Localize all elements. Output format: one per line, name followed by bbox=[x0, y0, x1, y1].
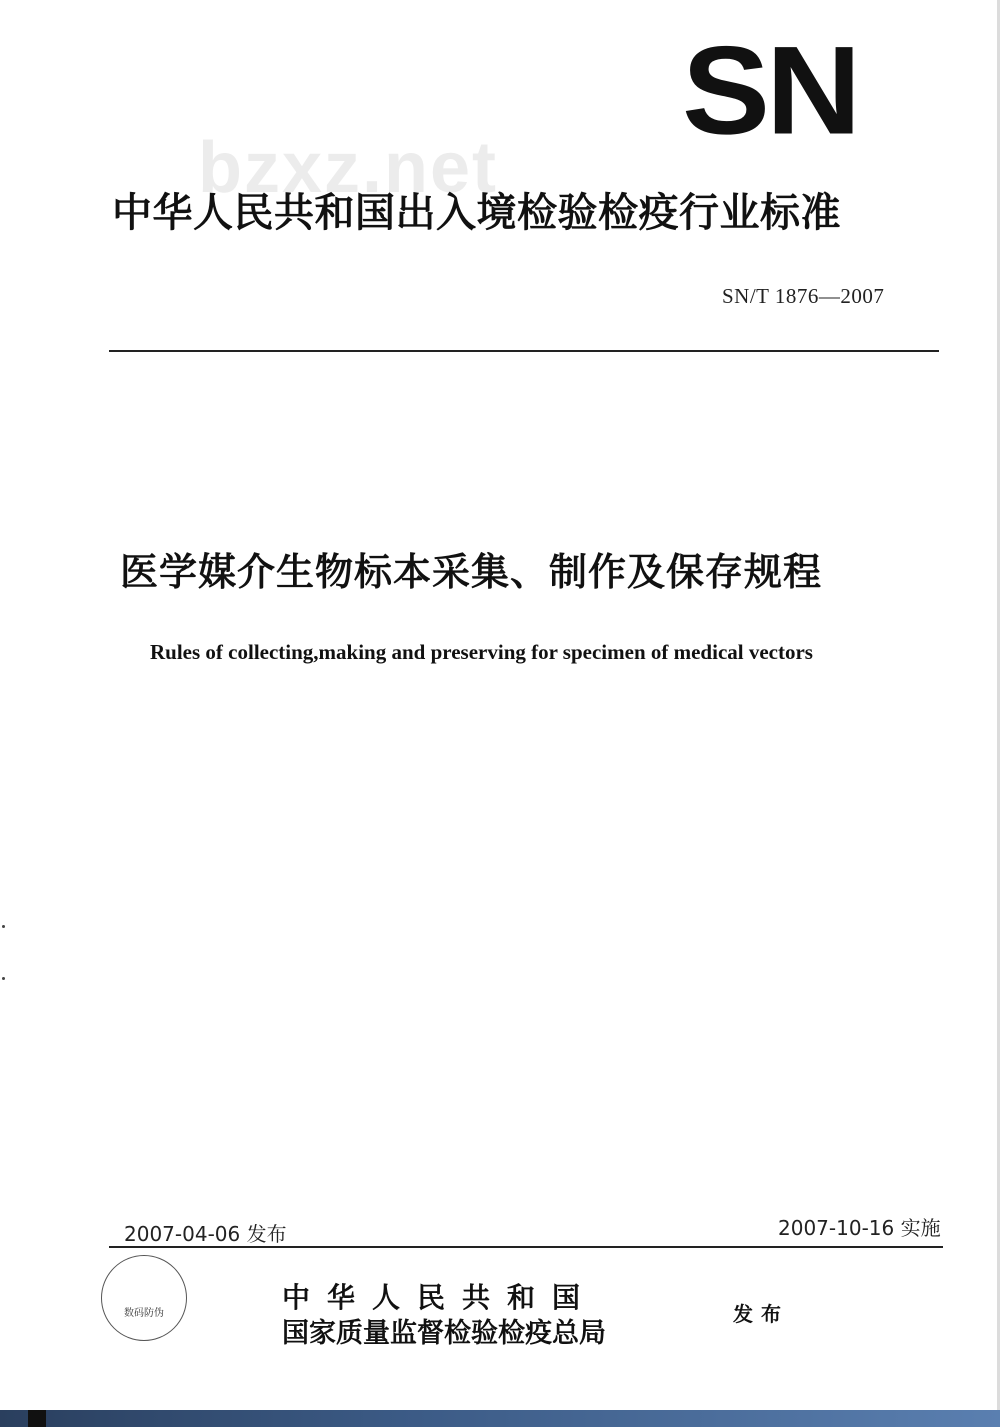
scan-dot bbox=[2, 977, 5, 980]
taskbar-icon bbox=[28, 1410, 46, 1427]
document-title-chinese: 医学媒介生物标本采集、制作及保存规程 bbox=[120, 550, 823, 594]
watermark: bzxz.net bbox=[198, 128, 499, 208]
issuing-industry-title: 中华人民共和国出入境检验检疫行业标准 bbox=[112, 190, 841, 236]
taskbar-strip bbox=[0, 1410, 1000, 1427]
standard-code: SN/T 1876—2007 bbox=[722, 284, 885, 308]
issuer-agency: 国家质量监督检验检疫总局 bbox=[282, 1318, 606, 1349]
publish-label: 发布 bbox=[733, 1302, 789, 1326]
sn-logo: SN bbox=[682, 20, 858, 161]
implementation-date: 2007-10-16 实施 bbox=[778, 1216, 941, 1240]
issue-date: 2007-04-06 发布 bbox=[124, 1222, 287, 1246]
seal-text: 数码防伪 bbox=[124, 1308, 164, 1319]
issuer-country: 中华人民共和国 bbox=[282, 1281, 598, 1314]
anti-counterfeit-seal bbox=[101, 1255, 187, 1341]
scan-dot bbox=[2, 925, 5, 928]
top-divider bbox=[109, 350, 939, 352]
issuer-block bbox=[282, 1281, 722, 1349]
bottom-divider bbox=[109, 1246, 943, 1248]
document-title-english: Rules of collecting,making and preserving for specimen of medical vectors bbox=[150, 640, 813, 664]
